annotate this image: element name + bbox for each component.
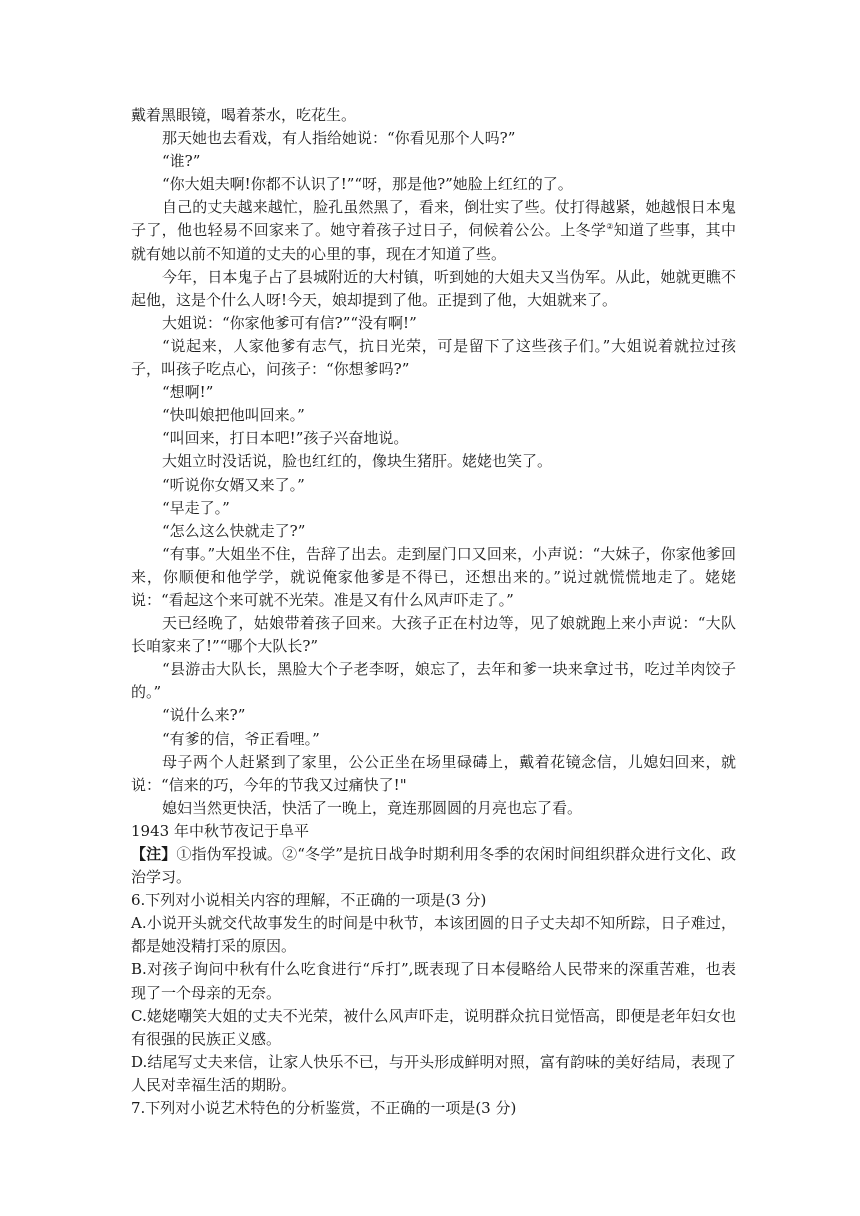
story-paragraph: 大姐说：“你家他爹可有信?”“没有啊!” [162, 313, 417, 332]
story-paragraph: 那天她也去看戏，有人指给她说：“你看见那个人吗?” [162, 129, 516, 148]
story-paragraph: “说什么来?” [162, 706, 246, 725]
story-paragraph: 媳妇当然更快活，快活了一晚上，竟连那圆圆的月亮也忘了看。 [162, 798, 583, 817]
question-7: 7.下列对小说艺术特色的分析鉴赏，不正确的一项是(3 分) [131, 1099, 517, 1118]
story-paragraph: “快叫娘把他叫回来。” [162, 406, 305, 425]
story-paragraph: “想啊!” [162, 383, 214, 402]
story-paragraph [131, 196, 736, 265]
story-paragraph-text: 自己的丈夫越来越忙，脸孔虽然黑了，看来，倒壮实了些。仗打得越紧，她越恨日本鬼子了，他也轻易不回家来了。她守着孩子过日子，伺候着公公。上冬学 [131, 198, 736, 240]
footnote-label: 【注】 [131, 845, 177, 863]
story-paragraph: “叫回来，打日本吧!”孩子兴奋地说。 [162, 429, 409, 448]
dateline: 1943 年中秋节夜记于阜平 [131, 821, 309, 840]
question-6-option-a: A.小说开头就交代故事发生的时间是中秋节，本该团圆的日子丈夫却不知所踪，日子难过，都是她没精打采的原因。 [131, 914, 736, 956]
story-paragraph: “早走了。” [162, 498, 230, 517]
footnote-marker: ② [606, 222, 614, 232]
story-paragraph: “谁?” [162, 152, 201, 171]
document-content [131, 104, 736, 1120]
question-6-option-c: C.姥姥嘲笑大姐的丈夫不光荣，被什么风声吓走，说明群众抗日觉悟高，即便是老年妇女也有很强的民族正义感。 [131, 1006, 736, 1048]
footnote [131, 843, 736, 889]
question-6: 6.下列对小说相关内容的理解，不正确的一项是(3 分) [131, 891, 487, 910]
story-paragraph: “说起来，人家他爹有志气，抗日光荣，可是留下了这些孩子们。”大姐说着就拉过孩子，叫孩子吃点心，问孩子：“你想爹吗?” [131, 336, 736, 379]
question-6-option-b: B.对孩子询问中秋有什么吃食进行“斥打”,既表现了日本侵略给人民带来的深重苦难，也表现了一个母亲的无奈。 [131, 960, 736, 1002]
question-6-option-d: D.结尾写丈夫来信，让家人快乐不已，与开头形成鲜明对照，富有韵味的美好结局，表现了人民对幸福生活的期盼。 [131, 1052, 736, 1094]
story-paragraph: “听说你女婿又来了。” [162, 475, 305, 494]
story-paragraph-text: 知道了些事，其中就有她以前不知道的丈夫的心里的事，现在才知道了些。 [131, 221, 736, 263]
story-paragraph: 天已经晚了，姑娘带着孩子回来。大孩子正在村边等，见了娘就跑上来小声说：“大队长咱家来了!”“哪个大队长?” [131, 614, 736, 656]
story-paragraph: “你大姐夫啊!你都不认识了!”“呀，那是他?”她脸上红红的了。 [162, 175, 573, 194]
story-paragraph: 戴着黑眼镜，喝着茶水，吃花生。 [131, 106, 357, 124]
story-paragraph: “有爹的信，爷正看哩。” [162, 729, 320, 748]
story-paragraph: 母子两个人赶紧到了家里，公公正坐在场里碌碡上，戴着花镜念信，儿媳妇回来，就说：“信来的巧，今年的节我又过痛快了!" [131, 752, 736, 794]
story-paragraph: 今年，日本鬼子占了县城附近的大村镇，听到她的大姐夫又当伪军。从此，她就更瞧不起他，这是个什么人呀!今天，娘却提到了他。正提到了他，大姐就来了。 [131, 267, 736, 309]
story-paragraph: 大姐立时没话说，脸也红红的，像块生猪肝。姥姥也笑了。 [162, 452, 553, 471]
footnote-text: ①指伪军投诚。②“冬学”是抗日战争时期利用冬季的农闲时间组织群众进行文化、政治学习。 [131, 845, 736, 887]
story-paragraph: “县游击大队长，黑脸大个子老李呀，娘忘了，去年和爹一块来拿过书，吃过羊肉饺子的。” [131, 660, 736, 702]
story-paragraph: “怎么这么快就走了?” [162, 521, 306, 540]
story-paragraph: “有事。”大姐坐不住，告辞了出去。走到屋门口又回来，小声说：“大妹子，你家他爹回来，你顺便和他学学，就说俺家他爹是不得已，还想出来的。”说过就慌慌地走了。姥姥说：“看起这个来可就不光荣。准是又有什么风声吓走了。” [131, 544, 736, 609]
